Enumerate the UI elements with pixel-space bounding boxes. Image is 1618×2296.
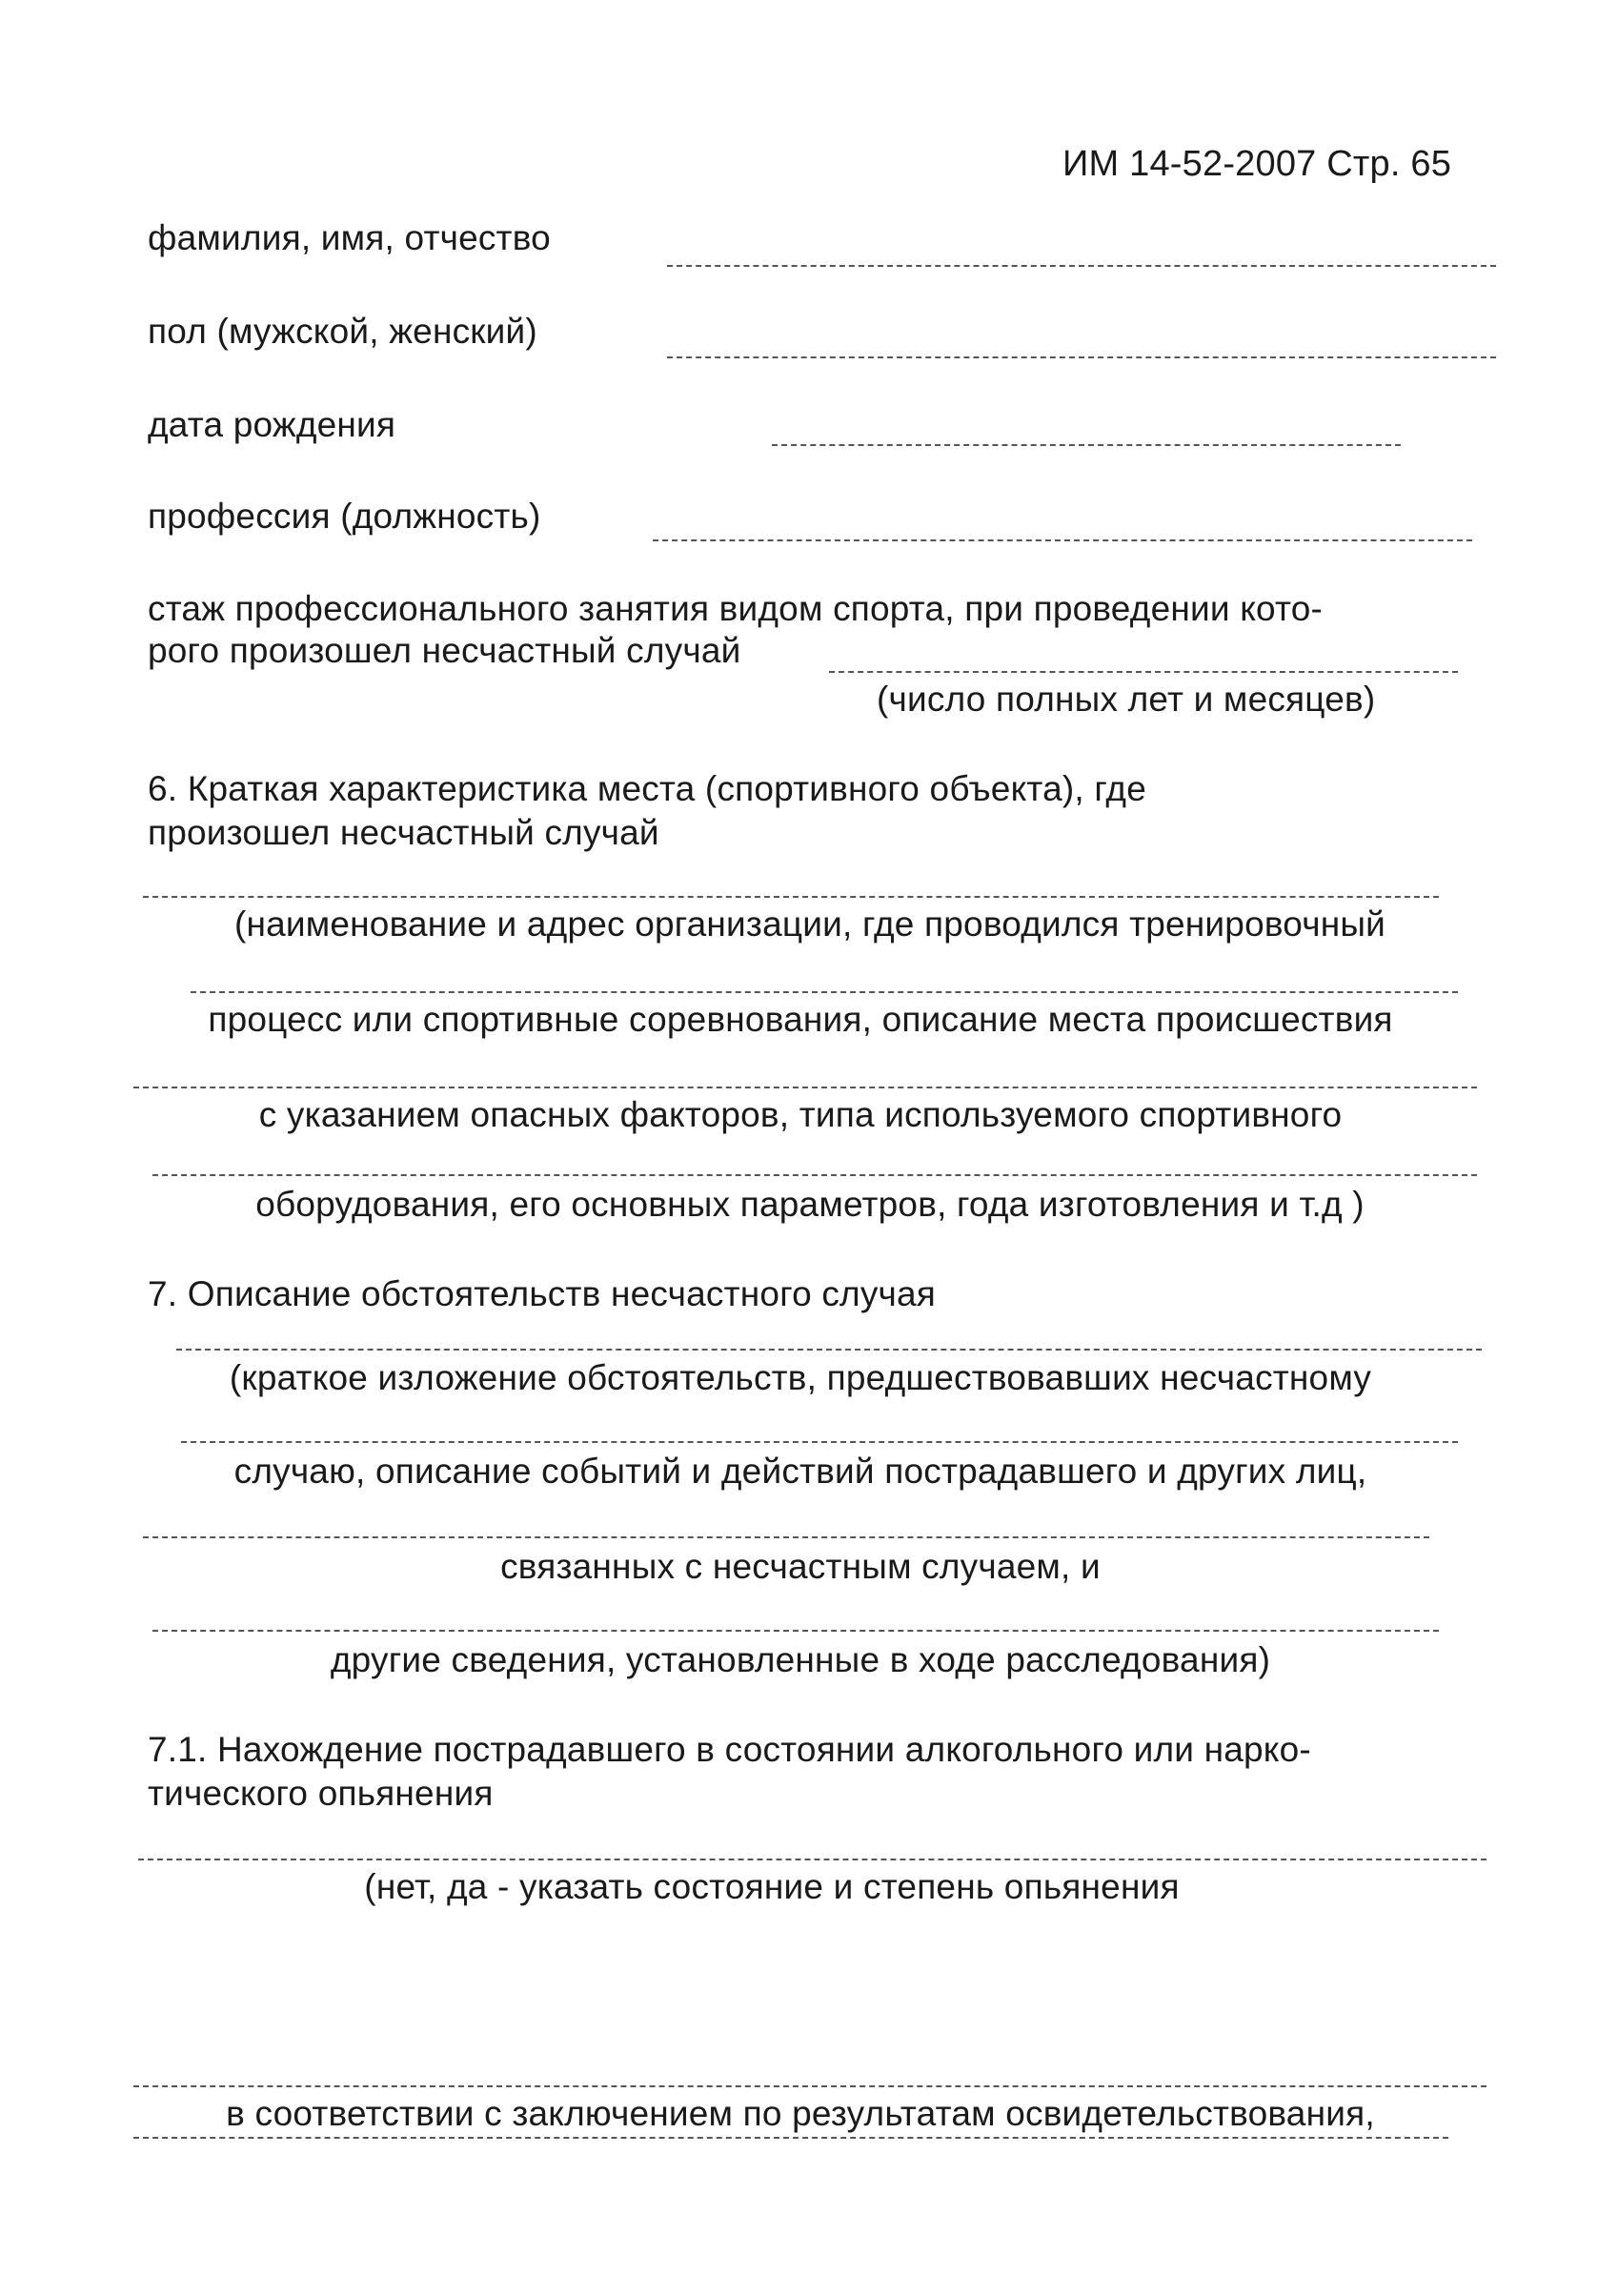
field-label-experience-cont: рого произошел несчастный случай (148, 631, 741, 670)
birthdate-fill-line[interactable] (772, 444, 1401, 446)
section-6-hint-3: с указанием опасных факторов, типа используемого спортивного (258, 1095, 1343, 1134)
section-7-hint-2: случаю, описание событий и действий пострадавшего и других лиц, (233, 1452, 1367, 1491)
fio-fill-line[interactable] (667, 265, 1496, 267)
profession-fill-line[interactable] (653, 539, 1472, 541)
field-label-birthdate: дата рождения (148, 405, 396, 444)
section-7-1-fill-line-1[interactable] (138, 1859, 1487, 1860)
section-7-1-hint: (нет, да - указать состояние и степень опьянения (364, 1867, 1180, 1906)
field-label-sex: пол (мужской, женский) (148, 312, 537, 351)
section-7-fill-line-4[interactable] (152, 1630, 1439, 1632)
section-7-1-footer-hint: в соответствии с заключением по результатам освидетельствования, (226, 2094, 1375, 2133)
section-7-title: 7. Описание обстоятельств несчастного случая (148, 1274, 937, 1313)
experience-fill-line[interactable] (829, 671, 1458, 673)
section-7-fill-line-2[interactable] (181, 1441, 1458, 1443)
field-label-profession: профессия (должность) (148, 497, 541, 536)
section-6-hint-2: процесс или спортивные соревнования, описание места происшествия (208, 1000, 1393, 1039)
section-7-hint-3: связанных с несчастным случаем, и (500, 1547, 1101, 1586)
section-7-fill-line-3[interactable] (143, 1536, 1429, 1538)
sex-fill-line[interactable] (667, 356, 1496, 358)
section-7-hint-1: (краткое изложение обстоятельств, предшествовавших несчастному (229, 1358, 1372, 1397)
field-label-experience: стаж профессионального занятия видом спорта, при проведении кото- (148, 589, 1323, 628)
section-7-1-title-cont: тического опьянения (148, 1774, 494, 1813)
section-6-hint-1: (наименование и адрес организации, где проводился тренировочный (233, 904, 1386, 944)
section-6-title-cont: произошел несчастный случай (148, 813, 659, 852)
section-7-hint-4: другие сведения, установленные в ходе расследования) (330, 1640, 1271, 1679)
field-label-fio: фамилия, имя, отчество (148, 218, 551, 257)
section-6-hint-4: оборудования, его основных параметров, года изготовления и т.д ) (255, 1185, 1365, 1224)
section-7-1-fill-line-2[interactable] (133, 2085, 1487, 2087)
page-header: ИМ 14-52-2007 Стр. 65 (1062, 144, 1452, 184)
section-6-fill-line-3[interactable] (133, 1087, 1477, 1088)
section-6-fill-line-4[interactable] (152, 1174, 1477, 1176)
section-6-fill-line-1[interactable] (143, 896, 1439, 898)
section-7-fill-line-1[interactable] (176, 1349, 1482, 1351)
experience-hint: (число полных лет и месяцев) (877, 680, 1376, 719)
section-6-title: 6. Краткая характеристика места (спортивного объекта), где (148, 769, 1146, 808)
section-6-fill-line-2[interactable] (191, 991, 1458, 993)
section-7-1-fill-line-3[interactable] (133, 2137, 1448, 2139)
section-7-1-title: 7.1. Нахождение пострадавшего в состоянии алкогольного или нарко- (148, 1730, 1311, 1769)
